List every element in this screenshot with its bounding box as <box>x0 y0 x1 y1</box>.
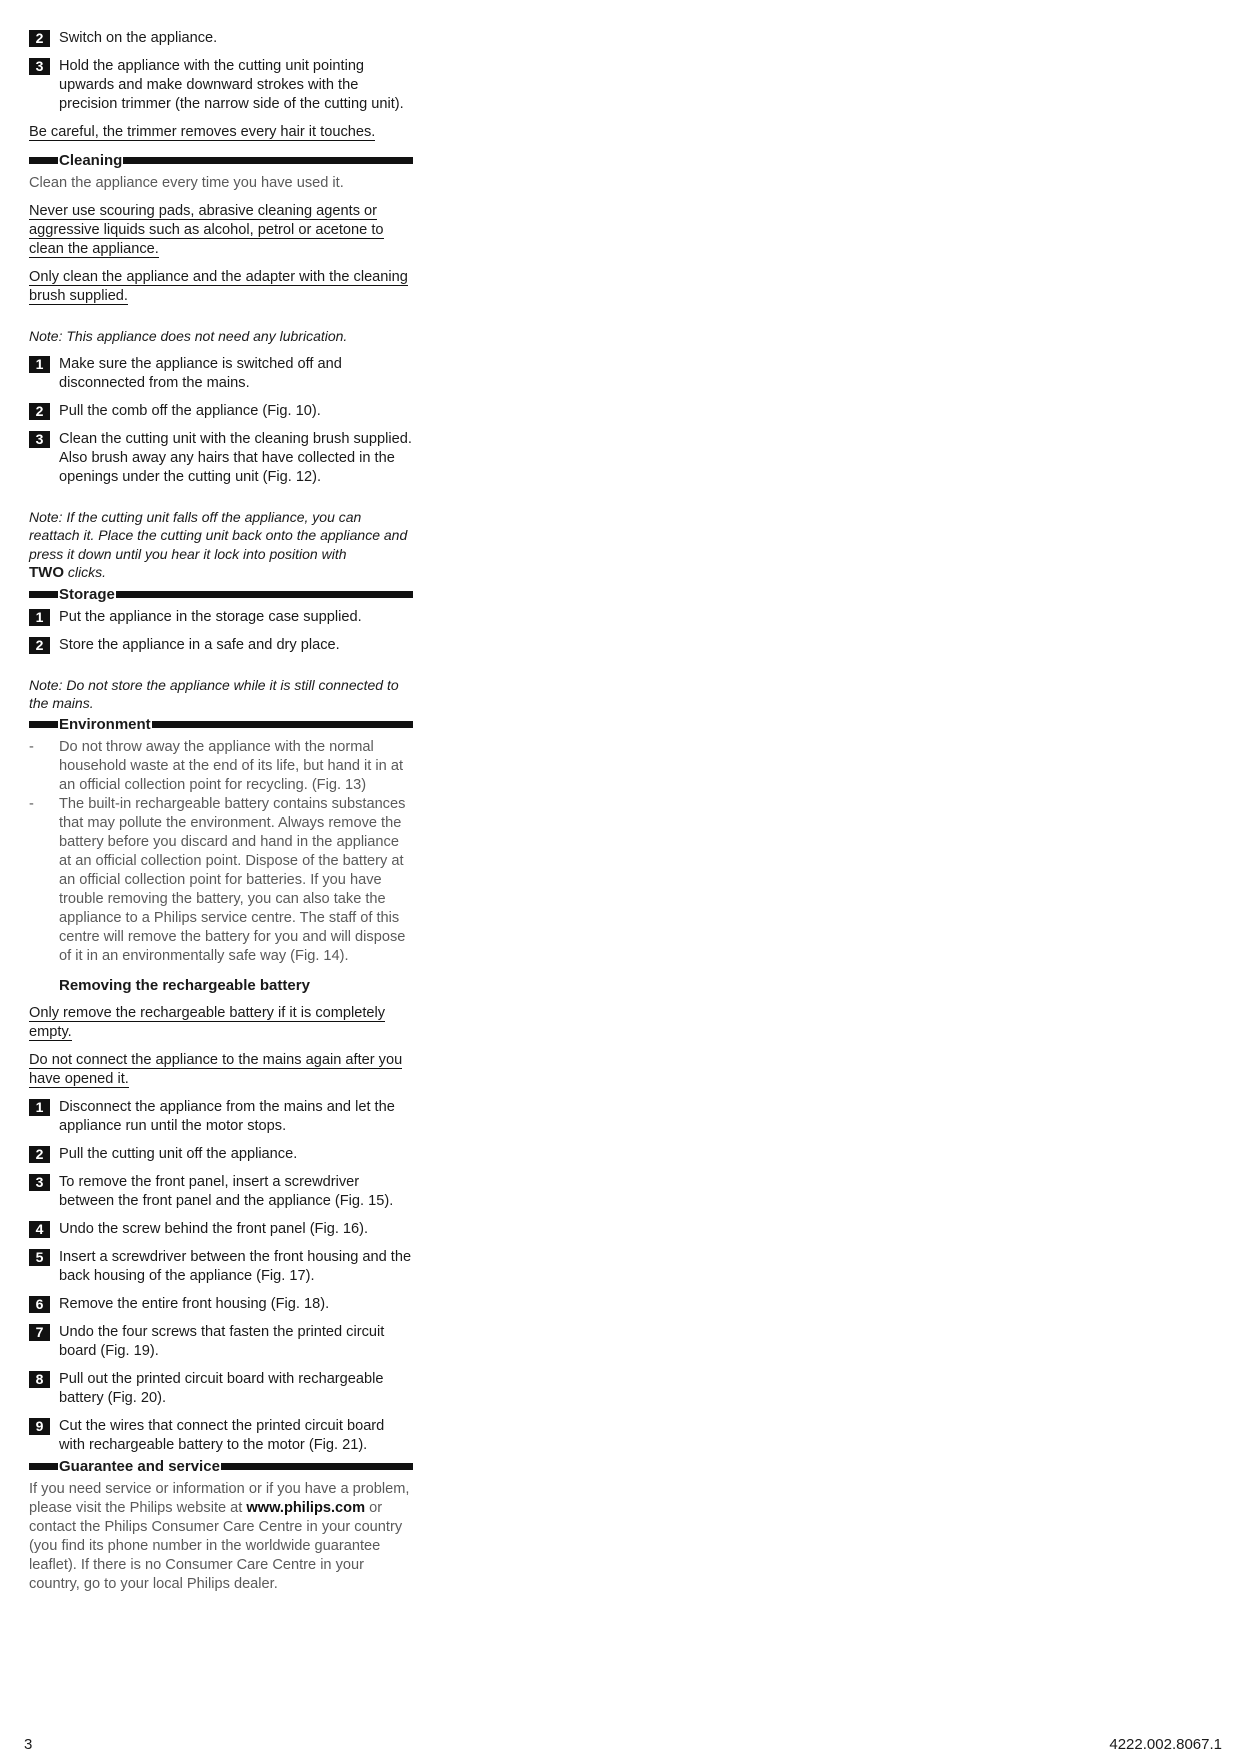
step <box>29 1295 413 1314</box>
list-item-text: Do not throw away the appliance with the normal household waste at the end of its life, but hand it in at an official collection point for recycling. (Fig. 13) <box>59 738 403 793</box>
list-item <box>29 738 413 795</box>
step-text: Pull the comb off the appliance (Fig. 10). <box>59 402 321 419</box>
section-header-environment <box>29 715 413 734</box>
step-number: 1 <box>29 1099 50 1116</box>
step <box>29 1173 413 1211</box>
section-bar-left <box>29 1463 58 1470</box>
warning-underlined: Only clean the appliance and the adapter with the cleaning brush supplied. <box>29 269 408 304</box>
step-text: Put the appliance in the storage case supplied. <box>59 608 362 625</box>
step-text: Remove the entire front housing (Fig. 18). <box>59 1295 330 1312</box>
step-number: 4 <box>29 1221 50 1238</box>
step-text: Switch on the appliance. <box>59 30 218 46</box>
section-title: Environment <box>59 715 151 733</box>
step-number: 2 <box>29 1146 50 1163</box>
warning-underlined: Never use scouring pads, abrasive cleaning agents or aggressive liquids such as alcohol, petrol or acetone to clean the appliance. <box>29 203 384 257</box>
section-bar-left <box>29 721 58 728</box>
step <box>29 1417 413 1455</box>
step <box>29 1220 413 1239</box>
step-text: Insert a screwdriver between the front housing and the back housing of the appliance (Fig. 17). <box>59 1248 412 1284</box>
step-text: Undo the screw behind the front panel (Fig. 16). <box>59 1220 369 1237</box>
emphasis-two: TWO <box>29 564 64 581</box>
section-bar-left <box>29 591 58 598</box>
step-number: 2 <box>29 403 50 420</box>
step <box>29 430 413 487</box>
step <box>29 402 413 421</box>
step-number: 3 <box>29 431 50 448</box>
section-bar-right <box>123 157 413 164</box>
subheading: Removing the rechargeable battery <box>59 976 310 994</box>
dash-bullet: - <box>29 738 34 755</box>
step-text: Store the appliance in a safe and dry place. <box>59 636 340 653</box>
step <box>29 608 413 627</box>
guarantee-text: If you need service or information or if you have a problem, please visit the Philips website at www.philips.com or contact the Philips Consumer Care Centre in your country (you find its phone number in the worldwide guarantee leaflet). If there is no Consumer Care Centre in your country, go to your local Philips dealer. <box>29 1480 410 1592</box>
list-item <box>29 795 413 966</box>
warning-text <box>29 123 413 142</box>
step <box>29 57 413 114</box>
step-number: 7 <box>29 1324 50 1341</box>
page-number: 3 <box>24 1736 33 1753</box>
section-bar-right <box>152 721 413 728</box>
section-header-guarantee <box>29 1457 413 1476</box>
section-bar-left <box>29 157 58 164</box>
note-text: Note: If the cutting unit falls off the appliance, you can reattach it. Place the cutting unit back onto the appliance and press it down until you hear it lock into position with TWO clicks. <box>29 508 408 581</box>
website-link[interactable]: www.philips.com <box>246 1499 366 1516</box>
step <box>29 355 413 393</box>
section-title: Storage <box>59 585 115 603</box>
section-header-storage <box>29 585 413 604</box>
step <box>29 1098 413 1136</box>
step-number: 6 <box>29 1296 50 1313</box>
step-number: 1 <box>29 609 50 626</box>
step-text: Make sure the appliance is switched off and disconnected from the mains. <box>59 355 342 391</box>
step-text: Hold the appliance with the cutting unit pointing upwards and make downward strokes with the precision trimmer (the narrow side of the cutting unit). <box>59 58 404 112</box>
section-title: Guarantee and service <box>59 1457 220 1475</box>
step-number: 5 <box>29 1249 50 1266</box>
step-text: Clean the cutting unit with the cleaning brush supplied. Also brush away any hairs that have collected in the openings under the cutting unit (Fig. 12). <box>59 430 412 485</box>
step <box>29 636 413 655</box>
step-number: 8 <box>29 1371 50 1388</box>
step <box>29 1145 413 1164</box>
dash-bullet: - <box>29 795 34 812</box>
step-text: To remove the front panel, insert a screwdriver between the front panel and the appliance (Fig. 15). <box>59 1173 394 1209</box>
document-number: 4222.002.8067.1 <box>1109 1736 1222 1753</box>
warning-text <box>29 1051 413 1089</box>
section-title: Cleaning <box>59 152 123 169</box>
warning-underlined: Do not connect the appliance to the mains again after you have opened it. <box>29 1051 403 1087</box>
warning-underlined: Be careful, the trimmer removes every hair it touches. <box>29 124 376 140</box>
step-text: Pull out the printed circuit board with rechargeable battery (Fig. 20). <box>59 1370 384 1406</box>
warning-text <box>29 202 413 259</box>
section-bar-right <box>221 1463 413 1470</box>
warning-text <box>29 1004 413 1042</box>
step-text: Pull the cutting unit off the appliance. <box>59 1145 298 1162</box>
step-number: 9 <box>29 1418 50 1435</box>
step-number: 3 <box>29 58 50 75</box>
warning-underlined: Only remove the rechargeable battery if it is completely empty. <box>29 1004 386 1040</box>
step <box>29 1323 413 1361</box>
section-header-cleaning <box>29 151 413 170</box>
section-bar-right <box>116 591 413 598</box>
step-number: 2 <box>29 30 50 47</box>
step-text: Undo the four screws that fasten the printed circuit board (Fig. 19). <box>59 1323 385 1359</box>
step-number: 2 <box>29 637 50 654</box>
cleaning-intro: Clean the appliance every time you have used it. <box>29 175 344 191</box>
list-item-text: The built-in rechargeable battery contains substances that may pollute the environment. Always remove the battery before you discard and hand in the appliance at an official collection point. Dispose of the battery at an official collection point for batteries. If you have trouble removing the battery, you can also take the appliance to a Philips service centre. The staff of this centre will remove the battery for you and will dispose of it in an environmentally safe way (Fig. 14). <box>59 795 406 964</box>
step-number: 1 <box>29 356 50 373</box>
step-text: Disconnect the appliance from the mains and let the appliance run until the motor stops. <box>59 1098 395 1134</box>
step <box>29 29 413 48</box>
step-number: 3 <box>29 1174 50 1191</box>
step <box>29 1370 413 1408</box>
warning-text <box>29 268 413 306</box>
step-text: Cut the wires that connect the printed circuit board with rechargeable battery to the motor (Fig. 21). <box>59 1417 385 1453</box>
manual-column <box>29 29 413 1594</box>
step <box>29 1248 413 1286</box>
note-text: Note: This appliance does not need any lubrication. <box>29 328 348 344</box>
note-text: Note: Do not store the appliance while it is still connected to the mains. <box>29 676 399 711</box>
